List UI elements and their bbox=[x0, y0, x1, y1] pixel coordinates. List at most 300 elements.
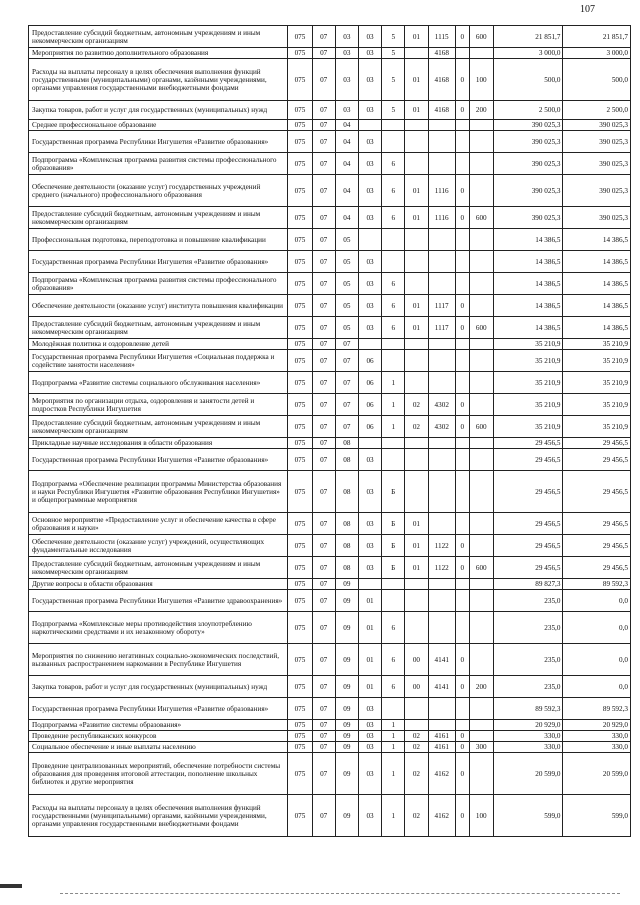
code-extra: 0 bbox=[455, 731, 469, 742]
table-row bbox=[29, 731, 631, 742]
code-subprogram bbox=[382, 251, 405, 273]
value-year-2: 390 025,3 bbox=[563, 207, 631, 229]
code-expense-type bbox=[469, 131, 493, 153]
code-direction: 4168 bbox=[428, 48, 455, 59]
code-extra bbox=[455, 339, 469, 350]
code-program: 03 bbox=[358, 449, 381, 471]
value-year-1: 330,0 bbox=[493, 731, 563, 742]
code-event: 01 bbox=[405, 557, 428, 579]
row-name: Другие вопросы в области образования bbox=[29, 579, 288, 590]
code-program: 01 bbox=[358, 676, 381, 698]
code-admin: 075 bbox=[288, 229, 312, 251]
row-name: Государственная программа Республики Ингушетия «Развитие образования» bbox=[29, 251, 288, 273]
code-expense-type bbox=[469, 753, 493, 795]
code-extra: 0 bbox=[455, 557, 469, 579]
code-subprogram: 6 bbox=[382, 295, 405, 317]
code-admin: 075 bbox=[288, 207, 312, 229]
code-direction bbox=[428, 590, 455, 612]
code-direction bbox=[428, 251, 455, 273]
code-event bbox=[405, 153, 428, 175]
code-direction: 4141 bbox=[428, 676, 455, 698]
value-year-2: 35 210,9 bbox=[563, 339, 631, 350]
code-extra: 0 bbox=[455, 416, 469, 438]
table-row bbox=[29, 273, 631, 295]
code-direction bbox=[428, 350, 455, 372]
code-subprogram bbox=[382, 698, 405, 720]
code-subsection: 09 bbox=[335, 753, 358, 795]
code-subprogram bbox=[382, 438, 405, 449]
code-section: 07 bbox=[312, 372, 335, 394]
value-year-2: 14 386,5 bbox=[563, 273, 631, 295]
value-year-2: 500,0 bbox=[563, 59, 631, 101]
table-row bbox=[29, 317, 631, 339]
value-year-2: 14 386,5 bbox=[563, 317, 631, 339]
code-extra bbox=[455, 48, 469, 59]
code-extra: 0 bbox=[455, 26, 469, 48]
code-event bbox=[405, 720, 428, 731]
code-event: 02 bbox=[405, 731, 428, 742]
code-program: 06 bbox=[358, 372, 381, 394]
code-admin: 075 bbox=[288, 372, 312, 394]
code-extra: 0 bbox=[455, 175, 469, 207]
value-year-2: 390 025,3 bbox=[563, 120, 631, 131]
code-extra: 0 bbox=[455, 207, 469, 229]
value-year-1: 390 025,3 bbox=[493, 153, 563, 175]
code-extra bbox=[455, 698, 469, 720]
code-subsection: 09 bbox=[335, 612, 358, 644]
value-year-2: 35 210,9 bbox=[563, 416, 631, 438]
code-subsection: 09 bbox=[335, 742, 358, 753]
value-year-2: 29 456,5 bbox=[563, 535, 631, 557]
code-event: 02 bbox=[405, 742, 428, 753]
code-subprogram bbox=[382, 449, 405, 471]
code-direction: 1117 bbox=[428, 317, 455, 339]
code-section: 07 bbox=[312, 698, 335, 720]
code-program: 03 bbox=[358, 59, 381, 101]
code-subsection: 03 bbox=[335, 59, 358, 101]
code-event: 02 bbox=[405, 753, 428, 795]
code-subprogram bbox=[382, 131, 405, 153]
row-name: Мероприятия по организации отдыха, оздоровления и занятости детей и подростков Республики Ингушетия bbox=[29, 394, 288, 416]
code-subprogram: 5 bbox=[382, 59, 405, 101]
code-section: 07 bbox=[312, 131, 335, 153]
table-row bbox=[29, 676, 631, 698]
value-year-2: 3 000,0 bbox=[563, 48, 631, 59]
code-extra bbox=[455, 350, 469, 372]
code-section: 07 bbox=[312, 120, 335, 131]
value-year-1: 235,0 bbox=[493, 644, 563, 676]
table-row bbox=[29, 449, 631, 471]
code-program: 03 bbox=[358, 535, 381, 557]
code-subsection: 07 bbox=[335, 350, 358, 372]
code-extra: 0 bbox=[455, 317, 469, 339]
value-year-1: 35 210,9 bbox=[493, 372, 563, 394]
row-name: Обеспечение деятельности (оказание услуг) государственных учреждений среднего (начального) профессионального образования bbox=[29, 175, 288, 207]
table-row bbox=[29, 753, 631, 795]
code-expense-type bbox=[469, 350, 493, 372]
row-name: Среднее профессиональное образование bbox=[29, 120, 288, 131]
code-admin: 075 bbox=[288, 438, 312, 449]
code-subsection: 04 bbox=[335, 120, 358, 131]
table-row bbox=[29, 513, 631, 535]
code-subprogram: 6 bbox=[382, 612, 405, 644]
code-event bbox=[405, 229, 428, 251]
code-direction bbox=[428, 131, 455, 153]
value-year-1: 20 599,0 bbox=[493, 753, 563, 795]
code-subsection: 04 bbox=[335, 131, 358, 153]
code-expense-type: 600 bbox=[469, 207, 493, 229]
code-admin: 075 bbox=[288, 131, 312, 153]
code-section: 07 bbox=[312, 101, 335, 120]
code-subsection: 09 bbox=[335, 731, 358, 742]
code-event: 01 bbox=[405, 59, 428, 101]
code-direction: 4302 bbox=[428, 416, 455, 438]
code-direction: 4162 bbox=[428, 753, 455, 795]
code-section: 07 bbox=[312, 175, 335, 207]
code-admin: 075 bbox=[288, 339, 312, 350]
code-program: 03 bbox=[358, 207, 381, 229]
code-subsection: 04 bbox=[335, 175, 358, 207]
value-year-1: 29 456,5 bbox=[493, 471, 563, 513]
code-admin: 075 bbox=[288, 557, 312, 579]
code-program: 03 bbox=[358, 175, 381, 207]
code-direction bbox=[428, 612, 455, 644]
code-extra bbox=[455, 720, 469, 731]
code-admin: 075 bbox=[288, 26, 312, 48]
code-section: 07 bbox=[312, 731, 335, 742]
code-direction bbox=[428, 513, 455, 535]
value-year-1: 390 025,3 bbox=[493, 207, 563, 229]
value-year-1: 235,0 bbox=[493, 612, 563, 644]
code-section: 07 bbox=[312, 471, 335, 513]
code-expense-type bbox=[469, 273, 493, 295]
row-name: Профессиональная подготовка, переподготовка и повышение квалификации bbox=[29, 229, 288, 251]
code-subprogram: 5 bbox=[382, 101, 405, 120]
code-subsection: 09 bbox=[335, 590, 358, 612]
value-year-1: 21 851,7 bbox=[493, 26, 563, 48]
value-year-1: 14 386,5 bbox=[493, 295, 563, 317]
value-year-1: 29 456,5 bbox=[493, 438, 563, 449]
table-row bbox=[29, 644, 631, 676]
code-admin: 075 bbox=[288, 471, 312, 513]
code-subsection: 05 bbox=[335, 317, 358, 339]
code-direction: 1122 bbox=[428, 535, 455, 557]
code-subsection: 07 bbox=[335, 394, 358, 416]
value-year-2: 330,0 bbox=[563, 742, 631, 753]
code-subprogram: 6 bbox=[382, 317, 405, 339]
table-row bbox=[29, 59, 631, 101]
code-direction bbox=[428, 120, 455, 131]
code-expense-type bbox=[469, 372, 493, 394]
table-row bbox=[29, 590, 631, 612]
code-section: 07 bbox=[312, 612, 335, 644]
code-section: 07 bbox=[312, 590, 335, 612]
table-row bbox=[29, 251, 631, 273]
code-expense-type bbox=[469, 394, 493, 416]
table-row bbox=[29, 131, 631, 153]
value-year-2: 35 210,9 bbox=[563, 394, 631, 416]
value-year-1: 500,0 bbox=[493, 59, 563, 101]
row-name: Подпрограмма «Комплексная программа развития системы профессионального образования» bbox=[29, 153, 288, 175]
value-year-2: 20 599,0 bbox=[563, 753, 631, 795]
code-admin: 075 bbox=[288, 273, 312, 295]
code-extra: 0 bbox=[455, 753, 469, 795]
code-subsection: 08 bbox=[335, 438, 358, 449]
code-admin: 075 bbox=[288, 612, 312, 644]
code-admin: 075 bbox=[288, 48, 312, 59]
code-section: 07 bbox=[312, 579, 335, 590]
row-name: Основное мероприятие «Предоставление услуг и обеспечение качества в сфере образования и науки» bbox=[29, 513, 288, 535]
code-program: 03 bbox=[358, 471, 381, 513]
code-section: 07 bbox=[312, 229, 335, 251]
code-expense-type: 600 bbox=[469, 416, 493, 438]
code-admin: 075 bbox=[288, 175, 312, 207]
row-name: Предоставление субсидий бюджетным, автономным учреждениям и иным некоммерческим организациям bbox=[29, 207, 288, 229]
value-year-1: 235,0 bbox=[493, 676, 563, 698]
value-year-1: 390 025,3 bbox=[493, 175, 563, 207]
value-year-1: 235,0 bbox=[493, 590, 563, 612]
code-section: 07 bbox=[312, 273, 335, 295]
code-expense-type: 600 bbox=[469, 26, 493, 48]
code-subsection: 09 bbox=[335, 676, 358, 698]
row-name: Мероприятия по развитию дополнительного образования bbox=[29, 48, 288, 59]
code-program bbox=[358, 229, 381, 251]
code-section: 07 bbox=[312, 207, 335, 229]
code-program: 03 bbox=[358, 48, 381, 59]
code-expense-type bbox=[469, 153, 493, 175]
code-section: 07 bbox=[312, 416, 335, 438]
code-event bbox=[405, 273, 428, 295]
row-name: Государственная программа Республики Ингушетия «Развитие образования» bbox=[29, 131, 288, 153]
code-subprogram bbox=[382, 229, 405, 251]
code-section: 07 bbox=[312, 644, 335, 676]
code-program: 03 bbox=[358, 26, 381, 48]
code-subprogram: 1 bbox=[382, 731, 405, 742]
code-event: 01 bbox=[405, 513, 428, 535]
code-subprogram: 5 bbox=[382, 48, 405, 59]
table-body bbox=[29, 26, 631, 837]
value-year-2: 330,0 bbox=[563, 731, 631, 742]
code-subprogram: 1 bbox=[382, 753, 405, 795]
code-subprogram: Б bbox=[382, 471, 405, 513]
row-name: Государственная программа Республики Ингушетия «Развитие образования» bbox=[29, 449, 288, 471]
code-expense-type bbox=[469, 731, 493, 742]
code-section: 07 bbox=[312, 742, 335, 753]
value-year-2: 390 025,3 bbox=[563, 131, 631, 153]
code-subsection: 03 bbox=[335, 101, 358, 120]
row-name: Социальное обеспечение и иные выплаты населению bbox=[29, 742, 288, 753]
code-subsection: 09 bbox=[335, 720, 358, 731]
code-extra: 0 bbox=[455, 394, 469, 416]
code-expense-type bbox=[469, 175, 493, 207]
code-subprogram: 1 bbox=[382, 372, 405, 394]
code-event: 00 bbox=[405, 676, 428, 698]
value-year-2: 29 456,5 bbox=[563, 471, 631, 513]
value-year-1: 29 456,5 bbox=[493, 535, 563, 557]
code-subprogram: Б bbox=[382, 513, 405, 535]
value-year-1: 35 210,9 bbox=[493, 339, 563, 350]
code-extra: 0 bbox=[455, 101, 469, 120]
value-year-2: 35 210,9 bbox=[563, 372, 631, 394]
code-extra bbox=[455, 612, 469, 644]
code-direction: 1116 bbox=[428, 175, 455, 207]
code-subsection: 08 bbox=[335, 513, 358, 535]
code-extra bbox=[455, 471, 469, 513]
code-direction: 4162 bbox=[428, 795, 455, 837]
code-extra bbox=[455, 273, 469, 295]
code-program bbox=[358, 579, 381, 590]
code-event bbox=[405, 372, 428, 394]
code-event: 01 bbox=[405, 317, 428, 339]
code-direction bbox=[428, 153, 455, 175]
row-name: Подпрограмма «Комплексная программа развития системы профессионального образования» bbox=[29, 273, 288, 295]
code-subprogram: 6 bbox=[382, 676, 405, 698]
row-name: Обеспечение деятельности (оказание услуг) учреждений, осуществляющих фундаментальные исследования bbox=[29, 535, 288, 557]
code-direction: 4168 bbox=[428, 59, 455, 101]
code-section: 07 bbox=[312, 720, 335, 731]
code-program: 03 bbox=[358, 720, 381, 731]
value-year-1: 35 210,9 bbox=[493, 350, 563, 372]
code-subsection: 05 bbox=[335, 251, 358, 273]
code-extra: 0 bbox=[455, 742, 469, 753]
code-expense-type bbox=[469, 339, 493, 350]
value-year-1: 29 456,5 bbox=[493, 557, 563, 579]
footer-rule bbox=[60, 893, 620, 894]
row-name: Проведение централизованных мероприятий, обеспечение потребности системы образования для проведения итоговой аттестации, пополнение школьных библиотек и другие мероприятия bbox=[29, 753, 288, 795]
value-year-2: 29 456,5 bbox=[563, 438, 631, 449]
code-expense-type bbox=[469, 698, 493, 720]
code-event: 01 bbox=[405, 175, 428, 207]
code-section: 07 bbox=[312, 438, 335, 449]
value-year-2: 14 386,5 bbox=[563, 251, 631, 273]
table-row bbox=[29, 579, 631, 590]
code-admin: 075 bbox=[288, 513, 312, 535]
code-admin: 075 bbox=[288, 449, 312, 471]
value-year-2: 0,0 bbox=[563, 590, 631, 612]
code-expense-type bbox=[469, 535, 493, 557]
code-event: 02 bbox=[405, 795, 428, 837]
table-row bbox=[29, 535, 631, 557]
code-subsection: 09 bbox=[335, 579, 358, 590]
value-year-2: 599,0 bbox=[563, 795, 631, 837]
code-subprogram bbox=[382, 590, 405, 612]
value-year-1: 14 386,5 bbox=[493, 273, 563, 295]
value-year-2: 29 456,5 bbox=[563, 557, 631, 579]
code-direction: 1116 bbox=[428, 207, 455, 229]
row-name: Закупка товаров, работ и услуг для государственных (муниципальных) нужд bbox=[29, 676, 288, 698]
code-section: 07 bbox=[312, 449, 335, 471]
value-year-1: 330,0 bbox=[493, 742, 563, 753]
value-year-1: 89 592,3 bbox=[493, 698, 563, 720]
code-admin: 075 bbox=[288, 698, 312, 720]
code-expense-type: 100 bbox=[469, 795, 493, 837]
code-expense-type bbox=[469, 295, 493, 317]
code-extra: 0 bbox=[455, 535, 469, 557]
value-year-2: 35 210,9 bbox=[563, 350, 631, 372]
value-year-1: 14 386,5 bbox=[493, 251, 563, 273]
table-row bbox=[29, 207, 631, 229]
code-direction bbox=[428, 273, 455, 295]
code-extra bbox=[455, 372, 469, 394]
code-section: 07 bbox=[312, 295, 335, 317]
code-event bbox=[405, 590, 428, 612]
value-year-1: 14 386,5 bbox=[493, 317, 563, 339]
row-name: Предоставление субсидий бюджетным, автономным учреждениям и иным некоммерческим организациям bbox=[29, 416, 288, 438]
code-direction bbox=[428, 720, 455, 731]
code-direction bbox=[428, 339, 455, 350]
table-row bbox=[29, 339, 631, 350]
value-year-2: 14 386,5 bbox=[563, 295, 631, 317]
code-expense-type: 600 bbox=[469, 557, 493, 579]
code-subprogram: Б bbox=[382, 557, 405, 579]
code-program: 01 bbox=[358, 612, 381, 644]
code-subsection: 05 bbox=[335, 273, 358, 295]
code-subprogram bbox=[382, 339, 405, 350]
code-subprogram: 1 bbox=[382, 720, 405, 731]
row-name: Государственная программа Республики Ингушетия «Развитие здравоохранения» bbox=[29, 590, 288, 612]
code-program bbox=[358, 120, 381, 131]
table-row bbox=[29, 101, 631, 120]
code-program: 03 bbox=[358, 153, 381, 175]
code-subsection: 08 bbox=[335, 449, 358, 471]
code-direction: 1122 bbox=[428, 557, 455, 579]
code-event: 01 bbox=[405, 207, 428, 229]
code-admin: 075 bbox=[288, 590, 312, 612]
code-expense-type: 200 bbox=[469, 676, 493, 698]
code-program: 03 bbox=[358, 557, 381, 579]
row-name: Предоставление субсидий бюджетным, автономным учреждениям и иным некоммерческим организациям bbox=[29, 26, 288, 48]
code-extra: 0 bbox=[455, 644, 469, 676]
table-row bbox=[29, 229, 631, 251]
code-section: 07 bbox=[312, 339, 335, 350]
code-direction: 4302 bbox=[428, 394, 455, 416]
code-admin: 075 bbox=[288, 394, 312, 416]
code-subprogram bbox=[382, 120, 405, 131]
value-year-2: 89 592,3 bbox=[563, 698, 631, 720]
value-year-1: 390 025,3 bbox=[493, 131, 563, 153]
code-extra bbox=[455, 229, 469, 251]
code-admin: 075 bbox=[288, 120, 312, 131]
code-program: 03 bbox=[358, 317, 381, 339]
value-year-2: 0,0 bbox=[563, 612, 631, 644]
code-admin: 075 bbox=[288, 676, 312, 698]
table-row bbox=[29, 175, 631, 207]
code-event bbox=[405, 438, 428, 449]
code-direction: 1117 bbox=[428, 295, 455, 317]
value-year-2: 14 386,5 bbox=[563, 229, 631, 251]
code-event bbox=[405, 698, 428, 720]
code-section: 07 bbox=[312, 557, 335, 579]
code-admin: 075 bbox=[288, 720, 312, 731]
code-direction bbox=[428, 438, 455, 449]
code-direction: 4161 bbox=[428, 731, 455, 742]
row-name: Государственная программа Республики Ингушетия «Социальная поддержка и содействие занятости населения» bbox=[29, 350, 288, 372]
code-admin: 075 bbox=[288, 251, 312, 273]
code-direction: 4168 bbox=[428, 101, 455, 120]
code-section: 07 bbox=[312, 535, 335, 557]
code-admin: 075 bbox=[288, 153, 312, 175]
code-subsection: 09 bbox=[335, 698, 358, 720]
code-admin: 075 bbox=[288, 59, 312, 101]
code-event bbox=[405, 131, 428, 153]
code-admin: 075 bbox=[288, 101, 312, 120]
code-extra bbox=[455, 590, 469, 612]
scan-edge-mark bbox=[0, 884, 22, 888]
code-event bbox=[405, 471, 428, 513]
code-program: 06 bbox=[358, 394, 381, 416]
table-row bbox=[29, 394, 631, 416]
code-event bbox=[405, 449, 428, 471]
